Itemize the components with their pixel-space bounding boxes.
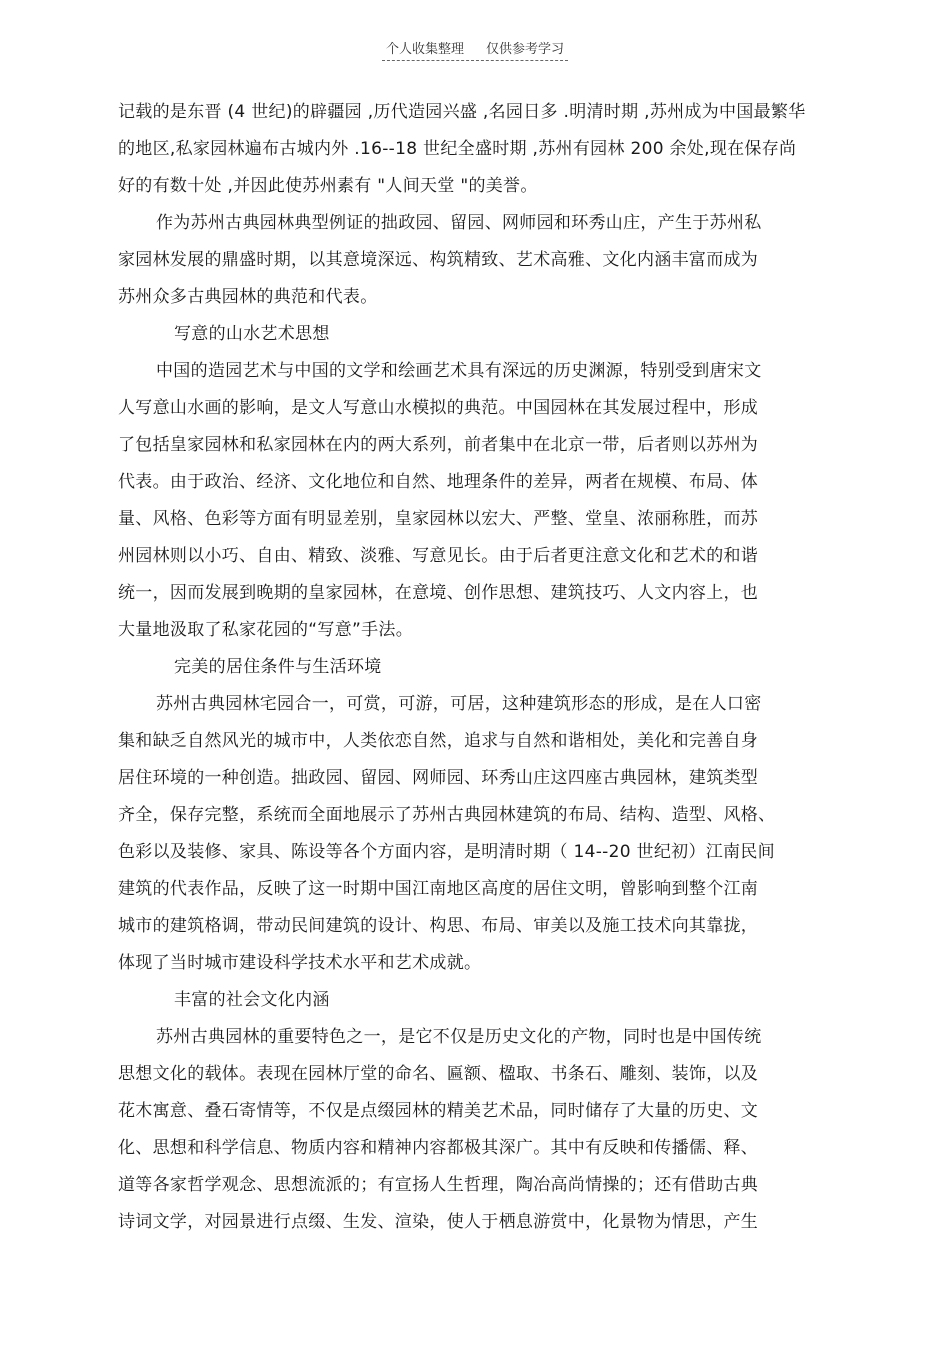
header-right-text: 仅供参考学习 — [486, 42, 565, 57]
header-left-text: 个人收集整理 — [385, 42, 464, 57]
header-line — [382, 38, 568, 61]
section-heading: 写意的山水艺术思想 — [174, 324, 330, 344]
section-heading: 丰富的社会文化内涵 — [174, 990, 330, 1010]
text-line: 色彩以及装修、家具、陈设等各个方面内容，是明清时期（ 14--20 世纪初）江南民间 — [118, 842, 775, 862]
text-line: 花木寓意、叠石寄情等，不仅是点缀园林的精美艺术品，同时储存了大量的历史、文 — [118, 1101, 759, 1121]
section-heading: 完美的居住条件与生活环境 — [174, 657, 382, 677]
text-line: 大量地汲取了私家花园的“写意”手法。 — [118, 620, 414, 640]
text-line: 苏州古典园林的重要特色之一，是它不仅是历史文化的产物，同时也是中国传统 — [156, 1027, 762, 1047]
text-line: 居住环境的一种创造。拙政园、留园、网师园、环秀山庄这四座古典园林，建筑类型 — [118, 768, 759, 788]
text-line: 思想文化的载体。表现在园林厅堂的命名、匾额、楹取、书条石、雕刻、装饰，以及 — [118, 1064, 759, 1084]
text-line: 城市的建筑格调，带动民间建筑的设计、构思、布局、审美以及施工技术向其靠拢， — [118, 916, 759, 936]
text-line: 集和缺乏自然风光的城市中，人类依恋自然，追求与自然和谐相处，美化和完善自身 — [118, 731, 759, 751]
text-line: 代表。由于政治、经济、文化地位和自然、地理条件的差异，两者在规模、布局、体 — [118, 472, 759, 492]
text-line: 作为苏州古典园林典型例证的拙政园、留园、网师园和环秀山庄，产生于苏州私 — [156, 213, 762, 233]
page-header — [0, 38, 950, 61]
text-line: 了包括皇家园林和私家园林在内的两大系列，前者集中在北京一带，后者则以苏州为 — [118, 435, 759, 455]
text-line: 建筑的代表作品，反映了这一时期中国江南地区高度的居住文明，曾影响到整个江南 — [118, 879, 759, 899]
text-line: 中国的造园艺术与中国的文学和绘画艺术具有深远的历史渊源，特别受到唐宋文 — [156, 361, 762, 381]
text-line: 体现了当时城市建设科学技术水平和艺术成就。 — [118, 953, 482, 973]
text-line: 诗词文学，对园景进行点缀、生发、渲染，使人于栖息游赏中，化景物为情思，产生 — [118, 1212, 759, 1232]
text-line: 道等各家哲学观念、思想流派的；有宣扬人生哲理，陶冶高尚情操的；还有借助古典 — [118, 1175, 759, 1195]
text-line: 齐全，保存完整，系统而全面地展示了苏州古典园林建筑的布局、结构、造型、风格、 — [118, 805, 776, 825]
text-line: 化、思想和科学信息、物质内容和精神内容都极其深广。其中有反映和传播儒、释、 — [118, 1138, 759, 1158]
text-line: 的地区,私家园林遍布古城内外 .16--18 世纪全盛时期 ,苏州有园林 200 余处,现在保存尚 — [118, 139, 797, 159]
text-line: 好的有数十处 ,并因此使苏州素有 "人间天堂 "的美誉。 — [118, 176, 538, 196]
text-line: 家园林发展的鼎盛时期，以其意境深远、构筑精致、艺术高雅、文化内涵丰富而成为 — [118, 250, 759, 270]
text-line: 人写意山水画的影响，是文人写意山水模拟的典范。中国园林在其发展过程中，形成 — [118, 398, 759, 418]
text-line: 州园林则以小巧、自由、精致、淡雅、写意见长。由于后者更注意文化和艺术的和谐 — [118, 546, 759, 566]
text-line: 苏州古典园林宅园合一，可赏，可游，可居，这种建筑形态的形成，是在人口密 — [156, 694, 762, 714]
document-body — [118, 94, 838, 1241]
text-line: 统一，因而发展到晚期的皇家园林，在意境、创作思想、建筑技巧、人文内容上，也 — [118, 583, 759, 603]
text-line: 苏州众多古典园林的典范和代表。 — [118, 287, 378, 307]
text-line: 记载的是东晋 (4 世纪)的辟疆园 ,历代造园兴盛 ,名园日多 .明清时期 ,苏州成为中国最繁华 — [118, 102, 806, 122]
text-line: 量、风格、色彩等方面有明显差别，皇家园林以宏大、严整、堂皇、浓丽称胜，而苏 — [118, 509, 759, 529]
